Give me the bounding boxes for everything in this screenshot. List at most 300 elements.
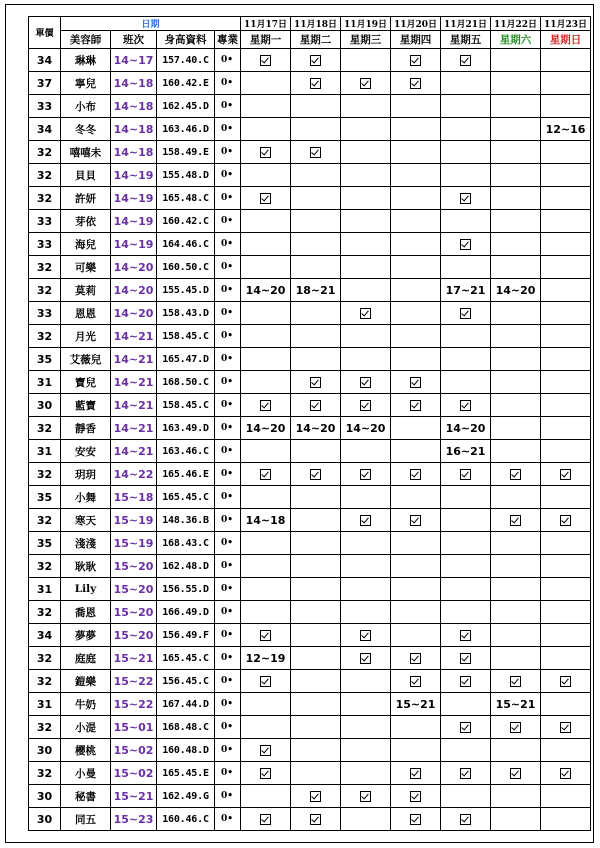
day-cell-empty bbox=[291, 762, 341, 785]
day-cell-empty bbox=[491, 394, 541, 417]
stylist-name: Lily bbox=[61, 578, 111, 601]
day-cell-empty bbox=[441, 785, 491, 808]
day-cell-empty bbox=[491, 601, 541, 624]
day-cell-checked bbox=[341, 394, 391, 417]
day-cell-empty bbox=[541, 624, 591, 647]
class-cell: 15~23 bbox=[111, 808, 157, 831]
day-cell-empty bbox=[341, 325, 391, 348]
weekday-4: 星期四 bbox=[391, 31, 441, 49]
day-cell-empty bbox=[241, 716, 291, 739]
day-cell-empty bbox=[441, 348, 491, 371]
class-cell: 15~20 bbox=[111, 624, 157, 647]
day-cell-hours: 14~20 bbox=[241, 279, 291, 302]
day-cell-empty bbox=[541, 417, 591, 440]
height-cell: 163.46.C bbox=[157, 440, 215, 463]
day-cell-checked bbox=[241, 463, 291, 486]
day-cell-empty bbox=[541, 72, 591, 95]
price-cell: 32 bbox=[29, 601, 61, 624]
day-cell-empty bbox=[541, 555, 591, 578]
table-row bbox=[29, 509, 591, 532]
price-cell: 33 bbox=[29, 302, 61, 325]
day-cell-empty bbox=[491, 532, 541, 555]
checkbox-checked-icon bbox=[360, 308, 371, 319]
table-row bbox=[29, 532, 591, 555]
class-cell: 14~21 bbox=[111, 417, 157, 440]
height-cell: 165.48.C bbox=[157, 187, 215, 210]
checkbox-checked-icon bbox=[560, 676, 571, 687]
height-cell: 160.42.C bbox=[157, 210, 215, 233]
height-cell: 158.45.C bbox=[157, 394, 215, 417]
day-cell-checked bbox=[441, 302, 491, 325]
day-cell-checked bbox=[391, 785, 441, 808]
day-cell-empty bbox=[491, 302, 541, 325]
price-cell: 32 bbox=[29, 279, 61, 302]
price-cell: 30 bbox=[29, 739, 61, 762]
checkbox-checked-icon bbox=[360, 400, 371, 411]
day-cell-empty bbox=[541, 578, 591, 601]
height-cell: 162.48.D bbox=[157, 555, 215, 578]
checkbox-checked-icon bbox=[360, 469, 371, 480]
special-cell: 0• bbox=[215, 210, 241, 233]
class-cell: 15~20 bbox=[111, 578, 157, 601]
height-cell: 162.49.G bbox=[157, 785, 215, 808]
day-cell-checked bbox=[491, 509, 541, 532]
checkbox-checked-icon bbox=[460, 55, 471, 66]
day-cell-empty bbox=[491, 555, 541, 578]
day-cell-checked bbox=[391, 647, 441, 670]
price-cell: 34 bbox=[29, 49, 61, 72]
day-cell-checked bbox=[241, 739, 291, 762]
day-cell-empty bbox=[441, 486, 491, 509]
table-row bbox=[29, 463, 591, 486]
price-cell: 34 bbox=[29, 118, 61, 141]
height-cell: 160.50.C bbox=[157, 256, 215, 279]
height-cell: 160.42.E bbox=[157, 72, 215, 95]
day-cell-empty bbox=[341, 739, 391, 762]
day-cell-empty bbox=[391, 601, 441, 624]
day-cell-checked bbox=[391, 72, 441, 95]
checkbox-checked-icon bbox=[410, 814, 421, 825]
class-cell: 14~17 bbox=[111, 49, 157, 72]
height-cell: 164.46.C bbox=[157, 233, 215, 256]
special-cell: 0• bbox=[215, 739, 241, 762]
special-cell: 0• bbox=[215, 72, 241, 95]
day-cell-empty bbox=[241, 371, 291, 394]
day-cell-empty bbox=[441, 118, 491, 141]
day-cell-empty bbox=[391, 532, 441, 555]
height-cell: 168.50.C bbox=[157, 371, 215, 394]
price-cell: 32 bbox=[29, 647, 61, 670]
day-cell-empty bbox=[541, 394, 591, 417]
price-cell: 32 bbox=[29, 417, 61, 440]
day-cell-empty bbox=[341, 118, 391, 141]
class-cell: 14~19 bbox=[111, 164, 157, 187]
class-cell: 15~02 bbox=[111, 739, 157, 762]
day-cell-empty bbox=[541, 279, 591, 302]
stylist-name: 寶兒 bbox=[61, 371, 111, 394]
class-cell: 15~19 bbox=[111, 509, 157, 532]
day-cell-empty bbox=[491, 256, 541, 279]
price-cell: 32 bbox=[29, 716, 61, 739]
day-cell-empty bbox=[541, 164, 591, 187]
price-cell: 32 bbox=[29, 463, 61, 486]
date-col-1: 11月17日 bbox=[241, 17, 291, 31]
table-row bbox=[29, 348, 591, 371]
height-cell: 167.44.D bbox=[157, 693, 215, 716]
stylist-name: 芽依 bbox=[61, 210, 111, 233]
table-row bbox=[29, 394, 591, 417]
checkbox-checked-icon bbox=[310, 791, 321, 802]
class-cell: 15~22 bbox=[111, 670, 157, 693]
day-cell-checked bbox=[241, 670, 291, 693]
day-cell-empty bbox=[391, 325, 441, 348]
stylist-name: 嘻嘻未 bbox=[61, 141, 111, 164]
stylist-name: 庭庭 bbox=[61, 647, 111, 670]
checkbox-checked-icon bbox=[260, 400, 271, 411]
day-cell-empty bbox=[341, 279, 391, 302]
checkbox-checked-icon bbox=[510, 515, 521, 526]
day-cell-empty bbox=[241, 601, 291, 624]
price-cell: 30 bbox=[29, 394, 61, 417]
day-cell-empty bbox=[341, 762, 391, 785]
day-cell-checked bbox=[241, 762, 291, 785]
day-cell-empty bbox=[541, 739, 591, 762]
stylist-name: 貝貝 bbox=[61, 164, 111, 187]
height-cell: 157.40.C bbox=[157, 49, 215, 72]
class-cell: 14~20 bbox=[111, 279, 157, 302]
stylist-name: 藍寶 bbox=[61, 394, 111, 417]
height-cell: 160.46.C bbox=[157, 808, 215, 831]
day-cell-empty bbox=[491, 647, 541, 670]
stylist-name: 靜香 bbox=[61, 417, 111, 440]
day-cell-empty bbox=[391, 417, 441, 440]
day-cell-empty bbox=[341, 670, 391, 693]
day-cell-empty bbox=[441, 256, 491, 279]
price-cell: 30 bbox=[29, 785, 61, 808]
table-row bbox=[29, 417, 591, 440]
special-cell: 0• bbox=[215, 555, 241, 578]
day-cell-empty bbox=[391, 210, 441, 233]
price-cell: 34 bbox=[29, 624, 61, 647]
class-cell: 14~21 bbox=[111, 394, 157, 417]
stylist-name: 月光 bbox=[61, 325, 111, 348]
checkbox-checked-icon bbox=[410, 791, 421, 802]
price-cell: 32 bbox=[29, 670, 61, 693]
day-cell-checked bbox=[241, 141, 291, 164]
day-cell-empty bbox=[441, 164, 491, 187]
stylist-name: 櫻桃 bbox=[61, 739, 111, 762]
checkbox-checked-icon bbox=[260, 768, 271, 779]
day-cell-empty bbox=[441, 95, 491, 118]
day-cell-checked bbox=[341, 371, 391, 394]
height-cell: 166.49.D bbox=[157, 601, 215, 624]
checkbox-checked-icon bbox=[410, 768, 421, 779]
class-cell: 14~19 bbox=[111, 187, 157, 210]
checkbox-checked-icon bbox=[510, 722, 521, 733]
height-cell: 158.49.E bbox=[157, 141, 215, 164]
day-cell-checked bbox=[441, 187, 491, 210]
day-cell-empty bbox=[341, 256, 391, 279]
class-cell: 14~20 bbox=[111, 256, 157, 279]
day-cell-empty bbox=[441, 72, 491, 95]
day-cell-empty bbox=[391, 118, 441, 141]
day-cell-empty bbox=[341, 486, 391, 509]
height-cell: 156.55.D bbox=[157, 578, 215, 601]
day-cell-empty bbox=[241, 693, 291, 716]
stylist-name: 同五 bbox=[61, 808, 111, 831]
price-cell: 32 bbox=[29, 164, 61, 187]
stylist-name: 許妍 bbox=[61, 187, 111, 210]
checkbox-checked-icon bbox=[360, 78, 371, 89]
special-cell: 0• bbox=[215, 164, 241, 187]
height-cell: 158.43.D bbox=[157, 302, 215, 325]
height-cell: 155.45.D bbox=[157, 279, 215, 302]
checkbox-checked-icon bbox=[410, 676, 421, 687]
day-cell-empty bbox=[241, 210, 291, 233]
checkbox-checked-icon bbox=[410, 55, 421, 66]
day-cell-empty bbox=[341, 555, 391, 578]
special-cell: 0• bbox=[215, 785, 241, 808]
height-cell: 160.48.D bbox=[157, 739, 215, 762]
checkbox-checked-icon bbox=[460, 239, 471, 250]
special-cell: 0• bbox=[215, 187, 241, 210]
table-row bbox=[29, 555, 591, 578]
special-cell: 0• bbox=[215, 141, 241, 164]
day-cell-empty bbox=[541, 187, 591, 210]
price-cell: 33 bbox=[29, 210, 61, 233]
day-cell-empty bbox=[491, 164, 541, 187]
class-cell: 15~01 bbox=[111, 716, 157, 739]
price-header: 單價 bbox=[29, 17, 61, 49]
day-cell-empty bbox=[341, 187, 391, 210]
day-cell-empty bbox=[241, 233, 291, 256]
day-cell-empty bbox=[341, 532, 391, 555]
day-cell-empty bbox=[541, 693, 591, 716]
day-cell-empty bbox=[241, 578, 291, 601]
day-cell-empty bbox=[491, 348, 541, 371]
class-cell: 14~22 bbox=[111, 463, 157, 486]
day-cell-empty bbox=[391, 256, 441, 279]
day-cell-empty bbox=[441, 141, 491, 164]
day-cell-checked bbox=[241, 187, 291, 210]
height-cell: 165.45.E bbox=[157, 762, 215, 785]
height-cell: 165.45.C bbox=[157, 647, 215, 670]
price-cell: 31 bbox=[29, 371, 61, 394]
checkbox-checked-icon bbox=[310, 78, 321, 89]
day-cell-checked bbox=[441, 808, 491, 831]
special-cell: 0• bbox=[215, 371, 241, 394]
day-cell-empty bbox=[241, 348, 291, 371]
weekday-2: 星期二 bbox=[291, 31, 341, 49]
checkbox-checked-icon bbox=[560, 722, 571, 733]
checkbox-checked-icon bbox=[410, 515, 421, 526]
day-cell-empty bbox=[291, 233, 341, 256]
day-cell-empty bbox=[491, 210, 541, 233]
day-cell-empty bbox=[291, 302, 341, 325]
checkbox-checked-icon bbox=[460, 308, 471, 319]
day-cell-empty bbox=[441, 578, 491, 601]
height-cell: 165.45.C bbox=[157, 486, 215, 509]
day-cell-checked bbox=[441, 463, 491, 486]
special-cell: 0• bbox=[215, 417, 241, 440]
checkbox-checked-icon bbox=[410, 653, 421, 664]
day-cell-empty bbox=[291, 509, 341, 532]
day-cell-checked bbox=[341, 647, 391, 670]
table-row bbox=[29, 141, 591, 164]
height-cell: 163.46.D bbox=[157, 118, 215, 141]
day-cell-empty bbox=[241, 555, 291, 578]
price-cell: 32 bbox=[29, 509, 61, 532]
special-cell: 0• bbox=[215, 325, 241, 348]
day-cell-checked bbox=[391, 463, 441, 486]
class-cell: 14~21 bbox=[111, 440, 157, 463]
day-cell-checked bbox=[441, 716, 491, 739]
date-col-2: 11月18日 bbox=[291, 17, 341, 31]
date-col-6: 11月22日 bbox=[491, 17, 541, 31]
day-cell-empty bbox=[441, 739, 491, 762]
checkbox-checked-icon bbox=[460, 193, 471, 204]
day-cell-empty bbox=[291, 670, 341, 693]
class-cell: 14~18 bbox=[111, 95, 157, 118]
day-cell-empty bbox=[441, 371, 491, 394]
class-cell: 15~22 bbox=[111, 693, 157, 716]
checkbox-checked-icon bbox=[360, 630, 371, 641]
page-frame bbox=[5, 4, 594, 843]
day-cell-empty bbox=[391, 555, 441, 578]
stylist-name: 牛奶 bbox=[61, 693, 111, 716]
day-cell-hours: 15~21 bbox=[391, 693, 441, 716]
day-cell-empty bbox=[491, 325, 541, 348]
special-cell: 0• bbox=[215, 302, 241, 325]
special-cell: 0• bbox=[215, 670, 241, 693]
day-cell-checked bbox=[541, 762, 591, 785]
height-cell: 155.48.D bbox=[157, 164, 215, 187]
price-cell: 30 bbox=[29, 808, 61, 831]
class-cell: 15~18 bbox=[111, 486, 157, 509]
special-cell: 0• bbox=[215, 95, 241, 118]
class-cell: 14~21 bbox=[111, 325, 157, 348]
special-cell: 0• bbox=[215, 348, 241, 371]
date-col-3: 11月19日 bbox=[341, 17, 391, 31]
height-cell: 163.49.D bbox=[157, 417, 215, 440]
day-cell-empty bbox=[391, 440, 441, 463]
class-cell: 14~19 bbox=[111, 233, 157, 256]
stylist-name: 耿耿 bbox=[61, 555, 111, 578]
class-cell: 15~21 bbox=[111, 785, 157, 808]
checkbox-checked-icon bbox=[310, 55, 321, 66]
checkbox-checked-icon bbox=[460, 768, 471, 779]
day-cell-checked bbox=[291, 49, 341, 72]
table-row bbox=[29, 49, 591, 72]
checkbox-checked-icon bbox=[510, 768, 521, 779]
checkbox-checked-icon bbox=[560, 515, 571, 526]
price-cell: 31 bbox=[29, 693, 61, 716]
class-cell: 14~20 bbox=[111, 302, 157, 325]
day-cell-empty bbox=[491, 739, 541, 762]
day-cell-empty bbox=[541, 302, 591, 325]
day-cell-empty bbox=[291, 693, 341, 716]
day-cell-hours: 17~21 bbox=[441, 279, 491, 302]
checkbox-checked-icon bbox=[460, 653, 471, 664]
weekday-1: 星期一 bbox=[241, 31, 291, 49]
table-row bbox=[29, 440, 591, 463]
day-cell-checked bbox=[491, 463, 541, 486]
day-cell-checked bbox=[291, 72, 341, 95]
stylist-name: 冬冬 bbox=[61, 118, 111, 141]
class-cell: 15~20 bbox=[111, 555, 157, 578]
day-cell-empty bbox=[241, 95, 291, 118]
day-cell-empty bbox=[491, 371, 541, 394]
day-cell-empty bbox=[341, 716, 391, 739]
weekday-3: 星期三 bbox=[341, 31, 391, 49]
day-cell-empty bbox=[441, 210, 491, 233]
day-cell-empty bbox=[491, 187, 541, 210]
height-cell: 168.43.C bbox=[157, 532, 215, 555]
day-cell-empty bbox=[291, 578, 341, 601]
special-cell: 0• bbox=[215, 256, 241, 279]
height-cell: 156.49.F bbox=[157, 624, 215, 647]
day-cell-empty bbox=[291, 187, 341, 210]
day-cell-empty bbox=[541, 49, 591, 72]
day-cell-checked bbox=[441, 49, 491, 72]
day-cell-checked bbox=[491, 716, 541, 739]
height-cell: 168.48.C bbox=[157, 716, 215, 739]
day-cell-checked bbox=[391, 509, 441, 532]
day-cell-hours: 12~16 bbox=[541, 118, 591, 141]
checkbox-checked-icon bbox=[460, 400, 471, 411]
stylist-name: 寧兒 bbox=[61, 72, 111, 95]
checkbox-checked-icon bbox=[260, 814, 271, 825]
stylist-name: 夢夢 bbox=[61, 624, 111, 647]
price-cell: 31 bbox=[29, 440, 61, 463]
day-cell-empty bbox=[291, 716, 341, 739]
table-row bbox=[29, 785, 591, 808]
height-cell: 156.45.C bbox=[157, 670, 215, 693]
stylist-name: 恩恩 bbox=[61, 302, 111, 325]
day-cell-empty bbox=[391, 716, 441, 739]
table-row bbox=[29, 762, 591, 785]
day-cell-empty bbox=[391, 486, 441, 509]
day-cell-hours: 14~20 bbox=[291, 417, 341, 440]
table-row bbox=[29, 739, 591, 762]
day-cell-empty bbox=[241, 532, 291, 555]
day-cell-empty bbox=[341, 578, 391, 601]
table-row bbox=[29, 256, 591, 279]
day-cell-empty bbox=[291, 164, 341, 187]
day-cell-checked bbox=[391, 394, 441, 417]
day-cell-empty bbox=[341, 808, 391, 831]
checkbox-checked-icon bbox=[260, 630, 271, 641]
day-cell-checked bbox=[391, 371, 441, 394]
day-cell-empty bbox=[491, 624, 541, 647]
day-cell-empty bbox=[341, 141, 391, 164]
class-cell: 14~19 bbox=[111, 210, 157, 233]
class-cell: 15~19 bbox=[111, 532, 157, 555]
table-row bbox=[29, 118, 591, 141]
date-header: 日期 bbox=[61, 17, 241, 31]
checkbox-checked-icon bbox=[460, 676, 471, 687]
stylist-name: 小曼 bbox=[61, 762, 111, 785]
class-cell: 15~21 bbox=[111, 647, 157, 670]
checkbox-checked-icon bbox=[260, 745, 271, 756]
day-cell-empty bbox=[391, 739, 441, 762]
day-cell-empty bbox=[541, 141, 591, 164]
price-cell: 32 bbox=[29, 325, 61, 348]
day-cell-empty bbox=[541, 256, 591, 279]
day-cell-empty bbox=[541, 486, 591, 509]
special-cell: 0• bbox=[215, 693, 241, 716]
day-cell-empty bbox=[491, 49, 541, 72]
